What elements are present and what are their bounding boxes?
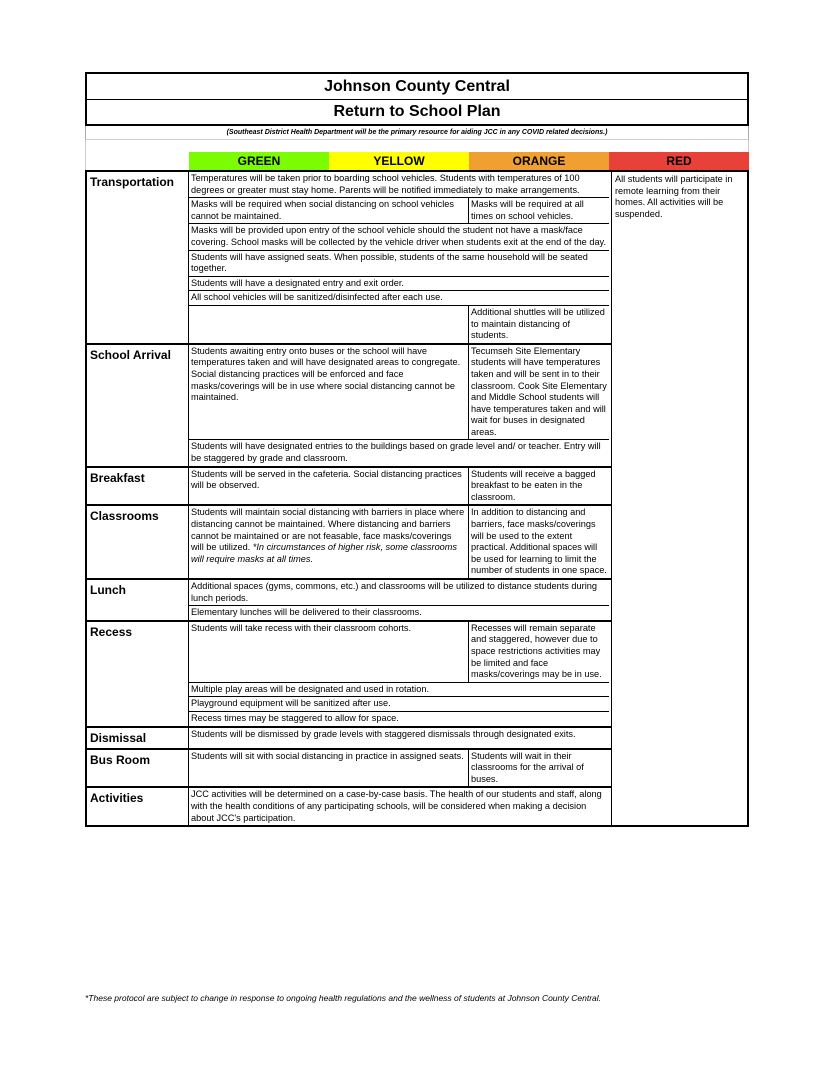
level-green-header: GREEN <box>189 152 329 170</box>
section-body <box>189 506 609 578</box>
orange-protocol-text: Students will wait in their classrooms for the arrival of buses. <box>471 750 584 784</box>
section-body <box>189 788 609 825</box>
section-body <box>189 172 609 343</box>
level-yellow-header: YELLOW <box>329 152 469 170</box>
section-body <box>189 580 609 620</box>
protocol-text: Students will have designated entries to the buildings based on grade level and/ or teacher. Entry will be staggered by grade and classroom. <box>191 441 601 464</box>
section-label: Bus Room <box>87 750 189 787</box>
protocol-text <box>189 506 469 578</box>
protocol-text: JCC activities will be determined on a case-by-case basis. The health of our students and staff, along with the health conditions of any participating schools, will be considered when making a decision about JCC's participation. <box>191 789 602 823</box>
empty-cell <box>189 306 469 343</box>
protocol-text: Students awaiting entry onto buses or the school will have temperatures taken and will have designated areas to congregate. Social distancing practices will be enforced and face masks/coverings will be in use where social distancing cannot be maintained. <box>189 345 469 440</box>
red-protocol-text: All students will participate in remote learning from their homes. All activities will be suspended. <box>615 174 733 219</box>
health-department-note: (Southeast District Health Department will be the primary resource for aiding JCC in any COVID related decisions.) <box>85 126 749 140</box>
spacer-row <box>85 140 749 152</box>
orange-protocol-text: Students will receive a bagged breakfast to be eaten in the classroom. <box>471 468 596 502</box>
section-label: Recess <box>87 622 189 726</box>
protocol-text: Elementary lunches will be delivered to their classrooms. <box>191 607 422 618</box>
document-title: Johnson County Central <box>324 77 510 95</box>
header-blank <box>85 152 189 170</box>
section-label: Classrooms <box>87 506 189 578</box>
footnote: *These protocol are subject to change in response to ongoing health regulations and the wellness of students at Johnson County Central. <box>85 993 601 1003</box>
section-body <box>189 622 609 726</box>
plan-grid <box>85 170 611 827</box>
section-transportation <box>87 172 611 343</box>
orange-protocol-text: Tecumseh Site Elementary students will have temperatures taken and will be sent in to their classroom. Cook Site Elementary and Middle School students will have temperatures taken and will wait for buses in designated areas. <box>471 345 607 437</box>
red-level-column <box>611 170 749 827</box>
level-orange-header: ORANGE <box>469 152 609 170</box>
orange-protocol-text: Additional shuttles will be utilized to maintain distancing of students. <box>471 306 605 341</box>
section-label: Transportation <box>87 172 189 343</box>
protocol-text: Recess times may be staggered to allow for space. <box>191 712 399 723</box>
protocol-text: Additional spaces (gyms, commons, etc.) and classrooms will be utilized to distance students during lunch periods. <box>191 581 597 603</box>
protocol-text: Masks will be provided upon entry of the school vehicle should the student not have a mask/face covering. School masks will be collected by the vehicle driver when students exit at the end of the day. <box>191 225 607 247</box>
document-subtitle-title: Return to School Plan <box>87 99 747 124</box>
orange-protocol-text: In addition to distancing and barriers, face masks/coverings will be used to the extent practical. Additional spaces will be used for learning to limit the number of students in one space. <box>471 507 607 576</box>
protocol-italic-note: *In circumstances of higher risk, some classrooms will require masks at all times. <box>191 542 458 564</box>
section-body <box>189 468 609 505</box>
section-recess <box>87 620 611 726</box>
section-label: Dismissal <box>87 728 189 748</box>
protocol-text: Temperatures will be taken prior to boarding school vehicles. Students with temperatures of 100 degrees or greater must stay home. Parents will be notified immediately to make arrangements. <box>191 173 580 195</box>
protocol-text: Students will have a designated entry and exit order. <box>191 277 404 288</box>
section-classrooms <box>87 504 611 578</box>
orange-protocol-text: Recesses will remain separate and staggered, however due to space restrictions activities may be limited and face masks/coverings may be in use. <box>471 622 602 680</box>
section-breakfast <box>87 466 611 505</box>
protocol-text: Students will be dismissed by grade levels with staggered dismissals through designated exits. <box>191 728 576 739</box>
section-label: Breakfast <box>87 468 189 505</box>
level-header-row <box>85 152 749 170</box>
protocol-text: Multiple play areas will be designated and used in rotation. <box>191 683 430 694</box>
plan-table <box>85 170 749 827</box>
protocol-text: Students will be served in the cafeteria. Social distancing practices will be observed. <box>189 468 469 505</box>
section-activities <box>87 786 611 825</box>
section-label: Lunch <box>87 580 189 620</box>
section-body <box>189 728 609 748</box>
level-red-header: RED <box>609 152 749 170</box>
title-box <box>85 72 749 126</box>
protocol-text: Students will have assigned seats. When possible, students of the same household will be seated together. <box>191 251 588 274</box>
section-dismissal <box>87 726 611 748</box>
protocol-main-text: Students will maintain social distancing with barriers in place where distancing cannot be maintained. Where distancing and barriers cannot be maintained or are not feasable, face masks/coverings will be utilized. <box>191 507 465 553</box>
section-body <box>189 345 609 466</box>
protocol-text: Playground equipment will be sanitized after use. <box>191 698 391 709</box>
section-bus-room <box>87 748 611 787</box>
protocol-text: All school vehicles will be sanitized/disinfected after each use. <box>191 292 443 303</box>
section-label: Activities <box>87 788 189 825</box>
plan-sheet <box>85 72 749 827</box>
orange-protocol-text: Masks will be required at all times on school vehicles. <box>471 199 584 221</box>
protocol-text: Masks will be required when social distancing on school vehicles cannot be maintained. <box>189 198 469 223</box>
section-body <box>189 750 609 787</box>
section-label: School Arrival <box>87 345 189 466</box>
section-lunch <box>87 578 611 620</box>
protocol-text: Students will take recess with their classroom cohorts. <box>189 622 469 682</box>
section-school-arrival <box>87 343 611 466</box>
protocol-text: Students will sit with social distancing in practice in assigned seats. <box>189 750 469 787</box>
